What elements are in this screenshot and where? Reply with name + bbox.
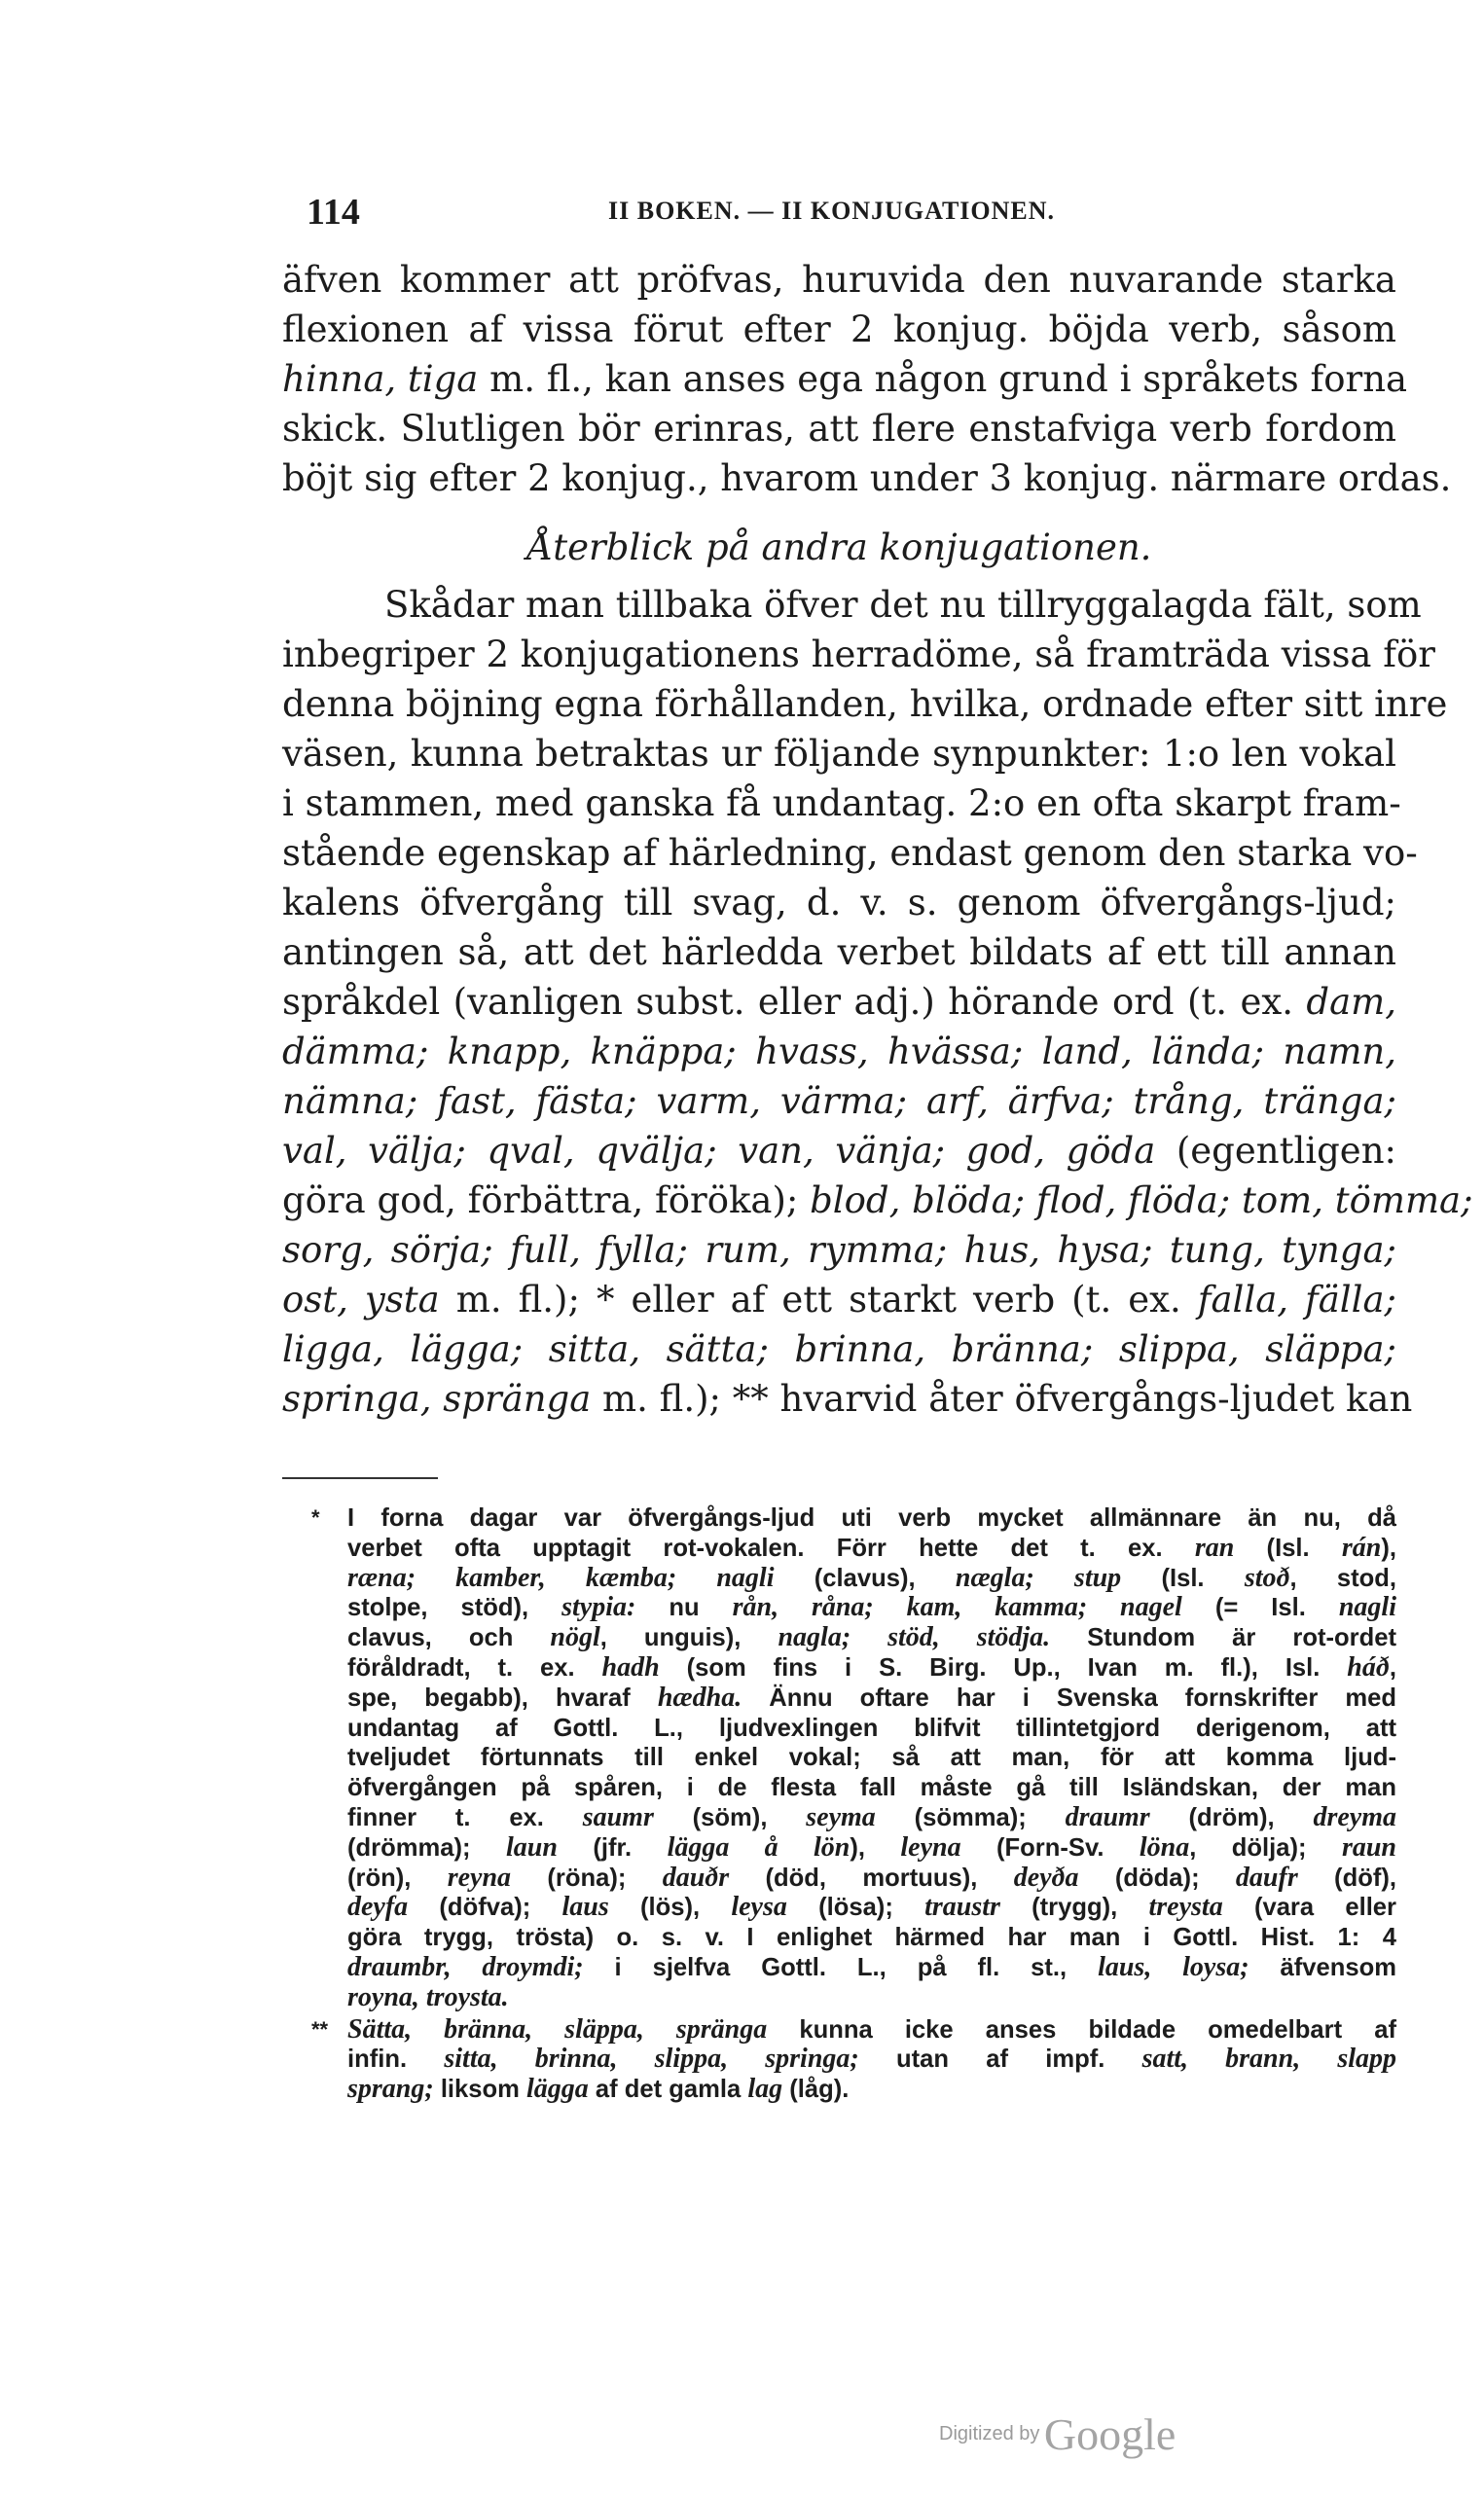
italic-text: leysa <box>731 1892 787 1923</box>
text-run: ), <box>1381 1534 1396 1562</box>
italic-text: hadh <box>601 1651 660 1683</box>
italic-text: treysta <box>1148 1892 1223 1923</box>
italic-text: nægla; stup <box>955 1562 1122 1593</box>
text-line <box>282 1324 1396 1374</box>
italic-text: háð <box>1347 1651 1390 1683</box>
italic-text: deyða <box>1013 1862 1079 1893</box>
text-line <box>282 679 1448 729</box>
text-line <box>282 305 1396 354</box>
text-line <box>347 1683 1396 1714</box>
italic-text: falla, fälla; <box>1197 1279 1396 1321</box>
text-run: liksom <box>433 2076 527 2104</box>
text-run: föråldradt, t. ex. <box>347 1653 602 1682</box>
page-number: 114 <box>307 192 360 233</box>
italic-text: löna <box>1139 1831 1190 1863</box>
text-run: (Isl. <box>1121 1564 1245 1592</box>
text-run: stående egenskap af härledning, endast genom den starka vo- <box>282 832 1418 874</box>
text-run: (dröm), <box>1149 1803 1314 1831</box>
text-run: (döfva); <box>408 1894 562 1922</box>
text-run: undantag af Gottl. L., ljudvexlingen blifvit tillintetgjord derigenom, att <box>347 1714 1396 1742</box>
italic-text: sorg, sörja; full, fylla; rum, rymma; hus, hysa; tung, tynga; <box>282 1229 1396 1271</box>
text-line <box>282 1374 1413 1424</box>
body-text <box>282 255 1473 1424</box>
text-run: (döf), <box>1297 1864 1396 1892</box>
text-line <box>347 1803 1396 1833</box>
text-line <box>347 1653 1396 1683</box>
italic-text: sitta, brinna, slippa, springa; <box>444 2044 859 2075</box>
italic-text: lag <box>747 2074 783 2105</box>
text-line <box>347 1534 1396 1564</box>
text-run: , stod, <box>1289 1564 1397 1592</box>
text-run: kalens öfvergång till svag, d. v. s. genom öfvergångs-ljud; <box>282 882 1396 923</box>
text-line <box>347 2075 1396 2105</box>
italic-text: sprang; <box>347 2074 434 2105</box>
text-run: m. fl., kan anses ega någon grund i språkets forna <box>478 358 1408 400</box>
text-run: öfvergången på spåren, i de flesta fall måste gå till Isländskan, der man <box>347 1774 1396 1802</box>
italic-text: royna, troysta. <box>347 1981 509 2012</box>
text-line <box>282 878 1396 927</box>
footnote-divider <box>282 1477 438 1479</box>
italic-text: stypia: <box>561 1592 636 1623</box>
footnote <box>311 2015 1396 2105</box>
text-line <box>282 977 1396 1027</box>
paragraph-retrospect <box>282 580 1473 1424</box>
text-run: göra trygg, trösta) o. s. v. I enlighet härmed har man i Gottl. Hist. 1: 4 <box>347 1924 1396 1952</box>
text-line <box>282 927 1396 977</box>
watermark-prefix: Digitized by <box>939 2423 1040 2444</box>
text-run: göra god, förbättra, föröka); <box>282 1179 811 1221</box>
text-run: (vara eller <box>1222 1894 1396 1922</box>
text-line <box>347 1773 1396 1803</box>
text-line <box>347 1593 1396 1623</box>
text-line <box>282 1176 1473 1225</box>
text-run: (drömma); <box>347 1833 506 1862</box>
text-line <box>282 630 1435 679</box>
text-run: skick. Slutligen bör erinras, att flere enstafviga verb fordom <box>282 408 1396 450</box>
italic-text: ræna; kamber, kæmba; nagli <box>347 1562 775 1593</box>
text-run: m. fl.); ** hvarvid åter öfvergångs-ljudet kan <box>591 1378 1413 1420</box>
text-run: inbegriper 2 konjugationens herradöme, så framträda vissa för <box>282 634 1435 675</box>
text-run: i stammen, med ganska få undantag. 2:o en ofta skarpt fram- <box>282 782 1401 824</box>
text-run: (rön), <box>347 1864 448 1892</box>
italic-text: dauðr <box>662 1862 730 1893</box>
text-run: ), <box>850 1833 901 1862</box>
italic-text: Sätta, bränna, släppa, spränga <box>347 2013 768 2045</box>
text-run: (lösa); <box>786 1894 925 1922</box>
text-run: verbet ofta upptagit rot-vokalen. Förr hette det t. ex. <box>347 1534 1195 1562</box>
text-run: (egentligen: <box>1155 1130 1396 1172</box>
text-run: i sjelfva Gottl. L., på fl. st., <box>583 1953 1099 1981</box>
italic-text: stoð <box>1244 1562 1290 1593</box>
text-run: kunna icke anses bildade omedelbart af <box>767 2015 1396 2044</box>
text-line <box>347 1983 1396 2013</box>
text-line <box>282 580 1422 630</box>
text-line <box>282 1275 1396 1324</box>
text-run: nu <box>635 1594 733 1622</box>
italic-text: lägga å lön <box>667 1831 851 1863</box>
text-line <box>347 1564 1396 1594</box>
italic-text: draumr <box>1065 1801 1150 1832</box>
text-run: språkdel (vanligen subst. eller adj.) hörande ord (t. ex. <box>282 981 1307 1023</box>
text-run: finner t. ex. <box>347 1803 583 1831</box>
text-run: af det gamla <box>588 2076 748 2104</box>
section-heading: Återblick på andra konjugationen. <box>526 526 1152 568</box>
italic-text: nögl <box>550 1622 600 1653</box>
italic-text: dreyma <box>1313 1801 1396 1832</box>
text-line <box>282 1225 1396 1275</box>
google-logo: Google <box>1043 2409 1176 2459</box>
text-line <box>347 2045 1396 2075</box>
text-run: (död, mortuus), <box>729 1864 1014 1892</box>
text-run: stolpe, stöd), <box>347 1594 562 1622</box>
text-run: väsen, kunna betraktas ur följande synpunkter: 1:o len vokal <box>282 733 1396 775</box>
text-run: (döda); <box>1078 1864 1236 1892</box>
text-run: (låg). <box>782 2076 850 2104</box>
text-run: I forna dagar var öfvergångs-ljud uti verb mycket allmännare än nu, då <box>347 1504 1396 1532</box>
footnotes <box>311 1503 1396 2105</box>
text-line <box>282 1126 1396 1176</box>
italic-text: satt, brann, slapp <box>1141 2044 1396 2075</box>
italic-text: laus, loysa; <box>1098 1951 1249 1982</box>
text-run: denna böjning egna förhållanden, hvilka, ordnade efter sitt inre <box>282 683 1448 725</box>
text-run: , unguis), <box>599 1624 778 1652</box>
italic-text: nagla; stöd, stödja. <box>778 1622 1051 1653</box>
italic-text: ligga, lägga; sitta, sätta; brinna, bränna; slippa, släppa; <box>282 1328 1396 1370</box>
text-run: , dölja); <box>1189 1833 1342 1862</box>
digitized-watermark <box>939 2408 1176 2460</box>
text-run: (clavus), <box>774 1564 956 1592</box>
text-run: (Isl. <box>1234 1534 1342 1562</box>
italic-text: raun <box>1341 1831 1396 1863</box>
running-title: II BOKEN. — II KONJUGATIONEN. <box>608 197 1056 225</box>
running-head <box>307 191 1396 234</box>
footnote-marker: * <box>311 1505 320 1530</box>
text-run: (trygg), <box>999 1894 1149 1922</box>
italic-text: deyfa <box>347 1892 409 1923</box>
text-run: (Forn-Sv. <box>960 1833 1140 1862</box>
text-run: utan af impf. <box>858 2045 1142 2074</box>
italic-text: ost, ysta <box>282 1279 440 1321</box>
italic-text: traustr <box>924 1892 1000 1923</box>
text-run: Skådar man tillbaka öfver det nu tillryggalagda fält, som <box>384 584 1422 626</box>
text-run: äfven kommer att pröfvas, huruvida den nuvarande starka <box>282 259 1396 301</box>
text-run: böjt sig efter 2 konjug., hvarom under 3 konjug. närmare ordas. <box>282 457 1452 499</box>
text-line <box>347 1953 1396 1983</box>
text-line <box>347 1714 1396 1744</box>
text-run: tveljudet förtunnats till enkel vokal; så att man, för att komma ljud- <box>347 1744 1396 1772</box>
italic-text: blod, blöda; flod, flöda; tom, tömma; <box>810 1179 1473 1221</box>
italic-text: hædha. <box>657 1682 742 1713</box>
text-run: (som fins i S. Birg. Up., Ivan m. fl.), Isl. <box>659 1653 1348 1682</box>
text-line <box>282 828 1418 878</box>
text-run: äfvensom <box>1249 1953 1396 1981</box>
italic-text: rån, råna; kam, kamma; nagel <box>732 1592 1182 1623</box>
italic-text: dämma; knapp, knäppa; hvass, hvässa; land, lända; namn, <box>282 1031 1396 1072</box>
italic-text: daufr <box>1235 1862 1298 1893</box>
italic-text: seyma <box>806 1801 876 1832</box>
text-run: Stundom är rot-ordet <box>1050 1624 1396 1652</box>
italic-text: laus <box>561 1892 609 1923</box>
text-line <box>282 404 1396 453</box>
text-run: (jfr. <box>557 1833 668 1862</box>
italic-text: springa, spränga <box>282 1378 592 1420</box>
text-run: m. fl.); * eller af ett starkt verb (t. ex. <box>439 1279 1198 1321</box>
footnote <box>311 1503 1396 2013</box>
italic-text: rán <box>1341 1532 1382 1563</box>
text-run: (sömma); <box>875 1803 1066 1831</box>
text-run: (söm), <box>653 1803 807 1831</box>
text-line <box>282 453 1452 503</box>
italic-text: saumr <box>582 1801 654 1832</box>
italic-text: leyna <box>900 1831 961 1863</box>
text-run: Ännu oftare har i Svenska fornskrifter med <box>742 1683 1397 1712</box>
italic-text: lägga <box>526 2074 589 2105</box>
footnote-marker: ** <box>311 2016 329 2042</box>
text-run: (röna); <box>511 1864 663 1892</box>
text-line <box>282 354 1408 404</box>
text-line <box>347 1893 1396 1923</box>
text-run: clavus, och <box>347 1624 551 1652</box>
italic-text: laun <box>505 1831 558 1863</box>
text-line <box>347 1623 1396 1653</box>
text-run: spe, begabb), hvaraf <box>347 1683 658 1712</box>
text-line <box>282 1076 1396 1126</box>
text-run: antingen så, att det härledda verbet bildats af ett till annan <box>282 931 1396 973</box>
italic-text: reyna <box>447 1862 512 1893</box>
text-line <box>347 1503 1396 1534</box>
italic-text: dam, <box>1306 981 1396 1023</box>
text-line <box>347 1923 1396 1953</box>
text-run: infin. <box>347 2045 445 2074</box>
text-line <box>282 729 1396 778</box>
italic-text: val, välja; qval, qvälja; van, vänja; god, göda <box>282 1130 1156 1172</box>
text-line <box>347 2015 1396 2045</box>
paragraph-intro <box>282 255 1452 503</box>
text-run: (lös), <box>608 1894 732 1922</box>
text-line <box>282 1027 1396 1076</box>
text-line <box>347 1833 1396 1864</box>
italic-text: hinna, tiga <box>282 358 479 400</box>
text-run: , <box>1389 1653 1396 1682</box>
italic-text: nämna; fast, fästa; varm, värma; arf, ärfva; trång, tränga; <box>282 1080 1396 1122</box>
italic-text: draumbr, droymdi; <box>347 1951 584 1982</box>
italic-text: ran <box>1194 1532 1235 1563</box>
text-line <box>347 1864 1396 1894</box>
text-run: (= Isl. <box>1181 1594 1339 1622</box>
text-line <box>347 1743 1396 1773</box>
italic-text: nagli <box>1338 1592 1396 1623</box>
text-run: flexionen af vissa förut efter 2 konjug. böjda verb, såsom <box>282 308 1396 350</box>
text-line <box>282 255 1396 305</box>
text-line <box>282 778 1401 828</box>
